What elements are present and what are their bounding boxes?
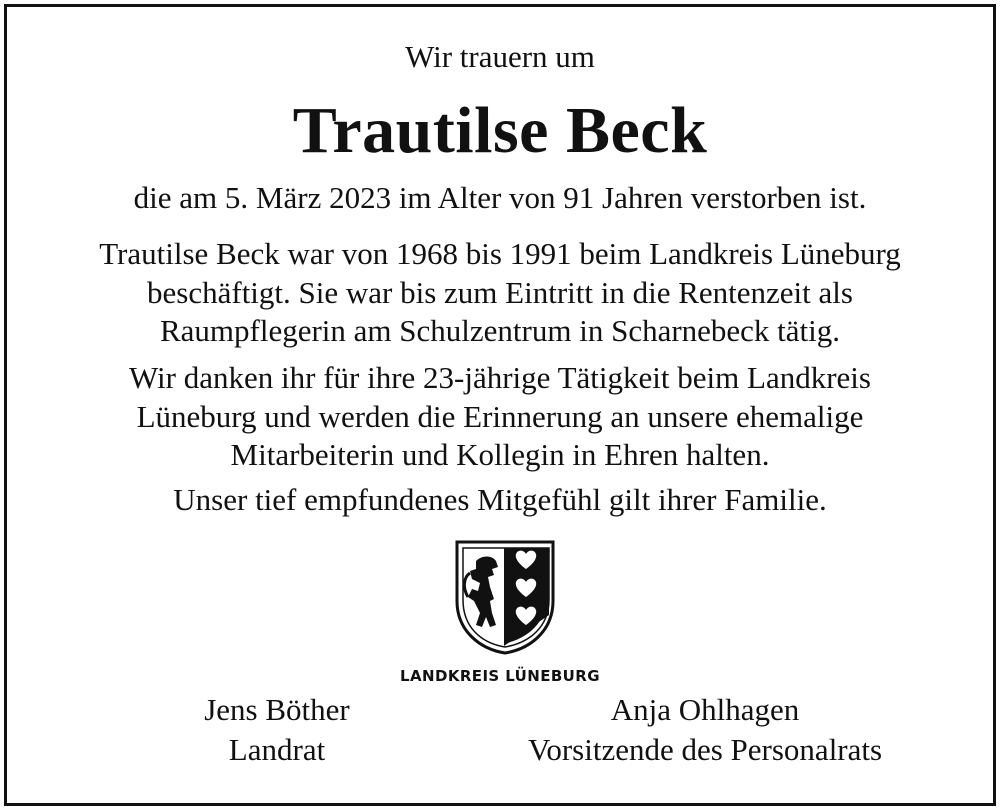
organization-name: LANDKREIS LÜNEBURG	[400, 667, 600, 685]
signatory-role: Landrat	[228, 732, 326, 767]
signature-left	[177, 690, 377, 770]
signatory-name: Jens Böther	[204, 692, 350, 727]
coat-of-arms-icon	[454, 539, 556, 655]
employment-paragraph	[7, 235, 993, 351]
condolence-text: Unser tief empfundenes Mitgefühl gilt ihrer Familie.	[173, 482, 827, 517]
paragraph-line: Lüneburg und werden die Erinnerung an unsere ehemalige	[136, 398, 864, 434]
death-details: die am 5. März 2023 im Alter von 91 Jahren verstorben ist.	[133, 180, 867, 215]
paragraph-line: Mitarbeiterin und Kollegin in Ehren halten.	[230, 437, 770, 472]
signatory-name: Anja Ohlhagen	[610, 692, 800, 727]
paragraph-line: Raumpflegerin am Schulzentrum in Scharnebeck tätig.	[159, 313, 841, 348]
gratitude-paragraph	[7, 359, 993, 475]
obituary-notice	[4, 4, 996, 806]
paragraph-line: beschäftigt. Sie war bis zum Eintritt in die Rentenzeit als	[147, 274, 853, 310]
intro-text: Wir trauern um	[405, 39, 595, 74]
paragraph-line: Wir danken ihr für ihre 23-jährige Tätigkeit beim Landkreis	[129, 360, 871, 395]
deceased-name: Trautilse Beck	[292, 94, 708, 167]
signature-right	[495, 690, 915, 770]
paragraph-line: Trautilse Beck war von 1968 bis 1991 beim Landkreis Lüneburg	[99, 236, 901, 271]
signatory-role: Vorsitzende des Personalrats	[527, 732, 883, 767]
